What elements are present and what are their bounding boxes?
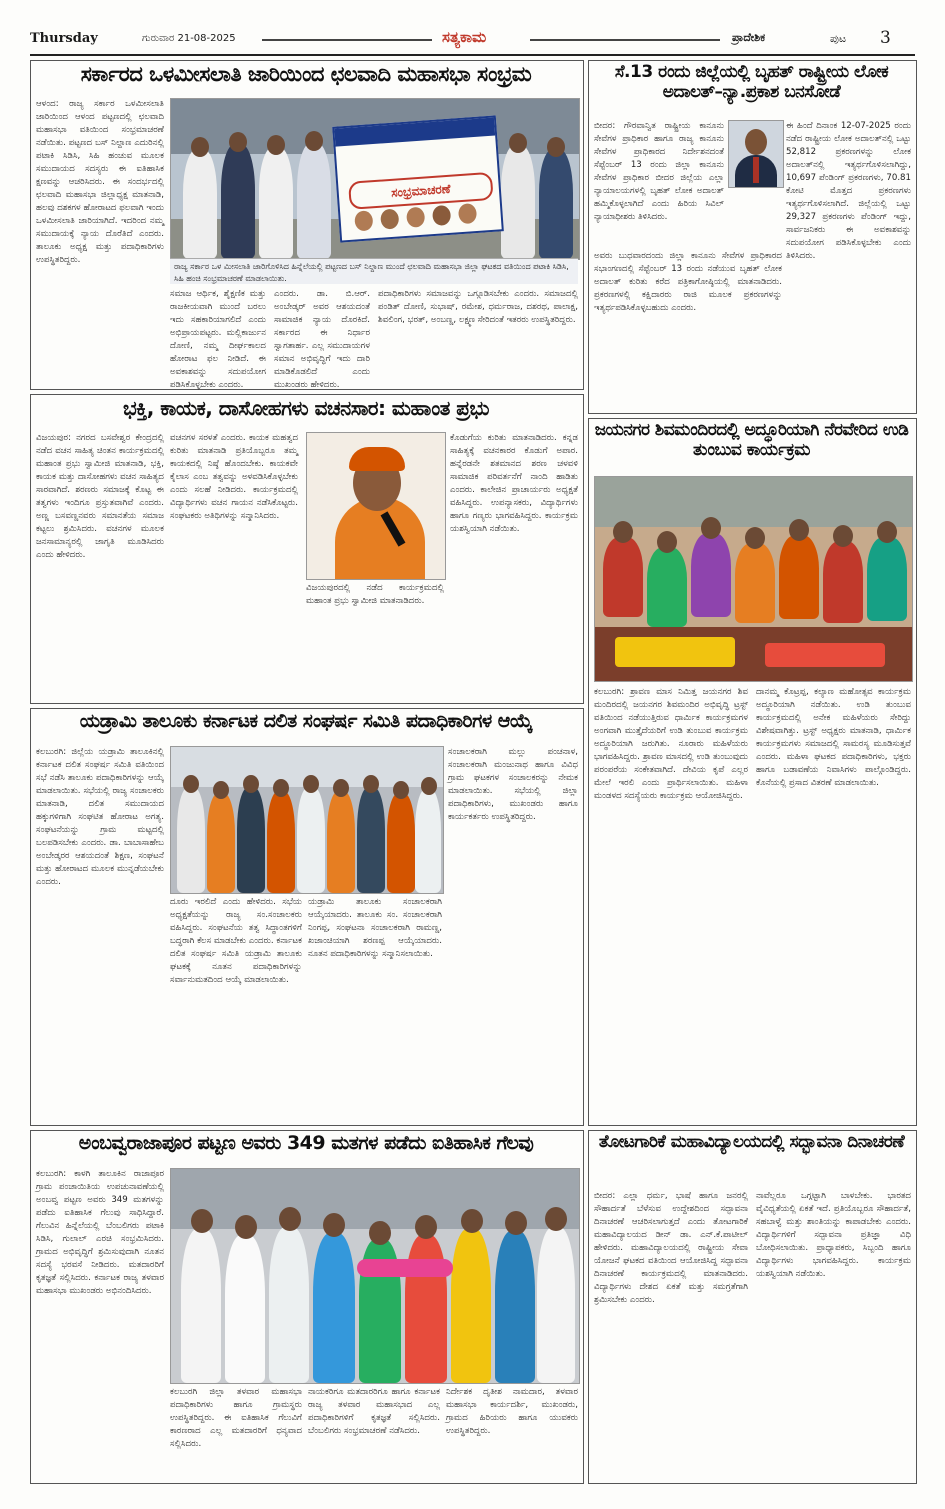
article-6-column-1: ಕಲಬುರಗಿ: ಕಾಳಗಿ ತಾಲೂಕಿನ ರಾಜಾಪೂರ ಗ್ರಾಮ ಪಂಚಾಯಿತಿಯ ಉಪಚುನಾವಣೆಯಲ್ಲಿ ಅಂಬವ್ವ ಪಟ್ಟಣ ಅವರು 349 ಮತಗಳನ್ನು ಪಡೆದು ಐತಿಹಾಸಿಕ ಗೆಲುವು ಸಾಧಿಸಿದ್ದಾರೆ. ಗೆಲುವಿನ ಹಿನ್ನೆಲೆಯಲ್ಲಿ ಬೆಂಬಲಿಗರು ಪಟಾಕಿ ಸಿಡಿಸಿ, ಗುಲಾಲ್ ಎರಚಿ ಸಂಭ್ರಮಿಸಿದರು. ಗ್ರಾಮದ ಅಭಿವೃದ್ಧಿಗೆ ಶ್ರಮಿಸುವುದಾಗಿ ನೂತನ ಸದಸ್ಯೆ ಭರವಸೆ ನೀಡಿದರು. ಮತದಾರರಿಗೆ ಕೃತಜ್ಞತೆ ಸಲ್ಲಿಸಿದರು. ಕರ್ನಾಟಕ ರಾಜ್ಯ ತಳವಾರ ಮಹಾಸಭಾ ಮುಖಂಡರು ಅಭಿನಂದಿಸಿದರು. xyxy=(36,1169,164,1296)
article-1-column-3: ಎಂದರು. ಡಾ. ಬಿ.ಆರ್. ಅಂಬೇಡ್ಕರ್ ಅವರ ಆಶಯದಂತೆ ಸಾಮಾಜಿಕ ನ್ಯಾಯ ದೊರಕಿದೆ. ಸರ್ಕಾರದ ಈ ನಿರ್ಧಾರ ಸ್ವಾಗತಾರ್ಹ. ಎಲ್ಲ ಸಮುದಾಯಗಳ ಸಮಾನ ಅಭಿವೃದ್ಧಿಗೆ ಇದು ದಾರಿ ಮಾಡಿಕೊಡಲಿದೆ ಎಂದು ಮುಖಂಡರು ಹೇಳಿದರು. xyxy=(274,289,370,390)
page-number: 3 xyxy=(880,28,891,48)
article-2-column-2: ಈ ಹಿಂದೆ ದಿನಾಂಕ 12-07-2025 ರಂದು ನಡೆದ ರಾಷ್ಟ್ರೀಯ ಲೋಕ ಅದಾಲತ್‌ನಲ್ಲಿ ಒಟ್ಟು 52,812 ಪ್ರಕರಣಗಳನ್ನು ಲೋಕ ಅದಾಲತ್‌ನಲ್ಲಿ ಇತ್ಯರ್ಥಗೊಳಿಸಲಾಗಿದ್ದು, 10,697 ಪೆಂಡಿಂಗ್ ಪ್ರಕರಣಗಳು, 70.81 ಕೋಟಿ ಮೊತ್ತದ ಪ್ರಕರಣಗಳು ಇತ್ಯರ್ಥಗೊಳಿಸಲಾಗಿದೆ. ಜಿಲ್ಲೆಯಲ್ಲಿ ಒಟ್ಟು 29,327 ಪ್ರಕರಣಗಳು ಪೆಂಡಿಂಗ್ ಇದ್ದು, ಸಾರ್ವಜನಿಕರು ಈ ಅವಕಾಶವನ್ನು ಸದುಪಯೋಗ ಪಡಿಸಿಕೊಳ್ಳಬೇಕು ಎಂದು ತಿಳಿಸಿದರು. xyxy=(786,121,911,261)
judge-portrait xyxy=(728,120,784,188)
article-4-headline: ಜಯನಗರ ಶಿವಮಂದಿರದಲ್ಲಿ ಅದ್ಧೂರಿಯಾಗಿ ನೆರವೇರಿದ ಉಡಿ ತುಂಬುವ ಕಾರ್ಯಕ್ರಮ xyxy=(594,420,909,461)
masthead-date: ಗುರುವಾರ 21-08-2025 xyxy=(142,33,236,44)
article-2-headline: ಸೆ.13 ರಂದು ಜಿಲ್ಲೆಯಲ್ಲಿ ಬೃಹತ್ ರಾಷ್ಟ್ರೀಯ ಲೋಕ ಅದಾಲತ್–ನ್ಯಾ.ಪ್ರಕಾಶ ಬನಸೋಡೆ xyxy=(614,62,889,103)
newspaper-brand: ಸತ್ಯಕಾಮ xyxy=(442,28,487,46)
article-6-column-3: ನಾಯಕರಿಗೂ ಮತದಾರರಿಗೂ ಹಾಗೂ ಕರ್ನಾಟಕ ರಾಜ್ಯ ತಳವಾರ ಮಹಾಸಭಾದ ಎಲ್ಲ ಪದಾಧಿಕಾರಿಗಳಿಗೆ ಕೃತಜ್ಞತೆ ಸಲ್ಲಿಸಿದರು. ಬೆಂಬಲಿಗರು ಸಂಭ್ರಮಾಚರಣೆ ನಡೆಸಿದರು. xyxy=(308,1387,440,1436)
article-4-column-2: ದಾನಮ್ಮ ಕೊಟ್ರಪ್ಪ, ಕಲ್ಯಾಣ ಮಹೋತ್ಸವ ಕಾರ್ಯಕ್ರಮ ಅದ್ಧೂರಿಯಾಗಿ ನಡೆಯಿತು. ಉಡಿ ತುಂಬುವ ಕಾರ್ಯಕ್ರಮದಲ್ಲಿ ಅನೇಕ ಮಹಿಳೆಯರು ಸೇರಿದ್ದು ವಿಶೇಷವಾಗಿತ್ತು. ಟ್ರಸ್ಟ್ ಅಧ್ಯಕ್ಷರು ಮಾತನಾಡಿ, ಧಾರ್ಮಿಕ ಕಾರ್ಯಕ್ರಮಗಳು ಸಮಾಜದಲ್ಲಿ ಸಾಮರಸ್ಯ ಮೂಡಿಸುತ್ತವೆ ಎಂದರು. ಮಹಿಳಾ ಘಟಕದ ಪದಾಧಿಕಾರಿಗಳು, ಭಕ್ತರು ಹಾಗೂ ಬಡಾವಣೆಯ ನಿವಾಸಿಗಳು ಪಾಲ್ಗೊಂಡಿದ್ದರು. ಕೊನೆಯಲ್ಲಿ ಪ್ರಸಾದ ವಿತರಣೆ ಮಾಡಲಾಯಿತು. xyxy=(756,687,911,788)
article-5-photo xyxy=(170,746,444,894)
article-2-column-3: ಅವರು ಬುಧವಾರದಂದು ಜಿಲ್ಲಾ ಕಾನೂನು ಸೇವೆಗಳ ಪ್ರಾಧಿಕಾರದ ಸಭಾಂಗಣದಲ್ಲಿ ಸೆಪ್ಟೆಂಬರ್ 13 ರಂದು ನಡೆಯುವ ಬೃಹತ್ ಲೋಕ ಅದಾಲತ್ ಕುರಿತು ಕರೆದ ಪತ್ರಿಕಾಗೋಷ್ಠಿಯಲ್ಲಿ ಮಾತನಾಡಿದರು. ಪ್ರಕರಣಗಳಲ್ಲಿ ಕಕ್ಷಿದಾರರು ರಾಜಿ ಮೂಲಕ ಪ್ರಕರಣಗಳನ್ನು ಇತ್ಯರ್ಥಪಡಿಸಿಕೊಳ್ಳಬಹುದು ಎಂದರು. xyxy=(594,251,782,313)
article-5-column-4: ಸಂಚಾಲಕರಾಗಿ ಮಲ್ಲು ಪಂಚನಾಳ, ಸಂಚಾಲಕರಾಗಿ ಮಂಜುನಾಥ ಹಾಗೂ ವಿವಿಧ ಗ್ರಾಮ ಘಟಕಗಳ ಸಂಚಾಲಕರನ್ನು ನೇಮಕ ಮಾಡಲಾಯಿತು. ಸಭೆಯಲ್ಲಿ ಜಿಲ್ಲಾ ಪದಾಧಿಕಾರಿಗಳು, ಮುಖಂಡರು ಹಾಗೂ ಕಾರ್ಯಕರ್ತರು ಉಪಸ್ಥಿತರಿದ್ದರು. xyxy=(448,747,578,822)
article-5-column-3: ಯಡ್ರಾಮಿ ತಾಲೂಕು ಸಂಚಾಲಕರಾಗಿ ಆಯ್ಕೆಯಾದರು. ತಾಲೂಕು ಸಂ. ಸಂಚಾಲಕರಾಗಿ ನಿಂಗಪ್ಪ, ಸಂಘಟನಾ ಸಂಚಾಲಕರಾಗಿ ರಾಮಣ್ಣ, ಖಜಾಂಚಿಯಾಗಿ ಶರಣಪ್ಪ ಆಯ್ಕೆಯಾದರು. ನೂತನ ಪದಾಧಿಕಾರಿಗಳನ್ನು ಸನ್ಮಾನಿಸಲಾಯಿತು. xyxy=(308,897,442,959)
article-3-caption: ವಿಜಯಪುರದಲ್ಲಿ ನಡೆದ ಕಾರ್ಯಕ್ರಮದಲ್ಲಿ ಮಹಾಂತ ಪ್ರಭು ಸ್ವಾಮೀಜಿ ಮಾತನಾಡಿದರು. xyxy=(306,583,444,606)
speaker-photo xyxy=(306,432,446,580)
page-label: ಪುಟ xyxy=(830,32,847,45)
article-7-headline: ತೋಟಗಾರಿಕೆ ಮಹಾವಿದ್ಯಾಲಯದಲ್ಲಿ ಸದ್ಭಾವನಾ ದಿನಾಚರಣೆ xyxy=(598,1132,905,1152)
article-1-column-1: ಆಳಂದ: ರಾಜ್ಯ ಸರ್ಕಾರ ಒಳಮೀಸಲಾತಿ ಜಾರಿಯಿಂದ ಆಳಂದ ಪಟ್ಟಣದಲ್ಲಿ ಛಲವಾದಿ ಮಹಾಸಭಾ ವತಿಯಿಂದ ಸಂಭ್ರಮಾಚರಣೆ ನಡೆಯಿತು. ಪಟ್ಟಣದ ಬಸ್ ನಿಲ್ದಾಣ ಎದುರಿನಲ್ಲಿ ಪಟಾಕಿ ಸಿಡಿಸಿ, ಸಿಹಿ ಹಂಚುವ ಮೂಲಕ ಸಮುದಾಯದ ಸದಸ್ಯರು ಈ ಐತಿಹಾಸಿಕ ಕ್ಷಣವನ್ನು ಆಚರಿಸಿದರು. ಈ ಸಂದರ್ಭದಲ್ಲಿ ಛಲವಾದಿ ಮಹಾಸಭಾ ಜಿಲ್ಲಾಧ್ಯಕ್ಷ ಮಾತನಾಡಿ, ಹಲವು ದಶಕಗಳ ಹೋರಾಟದ ಫಲವಾಗಿ ಇಂದು ಒಳಮೀಸಲಾತಿ ಜಾರಿಯಾಗಿದೆ. ಇದರಿಂದ ನಮ್ಮ ಸಮುದಾಯಕ್ಕೆ ನ್ಯಾಯ ದೊರೆತಿದೆ ಎಂದರು. ತಾಲೂಕು ಅಧ್ಯಕ್ಷ ಮತ್ತು ಪದಾಧಿಕಾರಿಗಳು ಉಪಸ್ಥಿತರಿದ್ದರು. xyxy=(36,99,164,265)
article-5-column-2: ದೂರು ಇರಲಿದೆ ಎಂದು ಹೇಳಿದರು. ಸಭೆಯ ಅಧ್ಯಕ್ಷತೆಯನ್ನು ರಾಜ್ಯ ಸಂ.ಸಂಚಾಲಕರು ವಹಿಸಿದ್ದರು. ಸಂಘಟನೆಯ ತತ್ವ ಸಿದ್ಧಾಂತಗಳಿಗೆ ಬದ್ಧರಾಗಿ ಕೆಲಸ ಮಾಡಬೇಕು ಎಂದರು. ಕರ್ನಾಟಕ ದಲಿತ ಸಂಘರ್ಷ ಸಮಿತಿ ಯಡ್ರಾಮಿ ತಾಲೂಕು ಘಟಕಕ್ಕೆ ನೂತನ ಪದಾಧಿಕಾರಿಗಳನ್ನು ಸರ್ವಾನುಮತದಿಂದ ಆಯ್ಕೆ ಮಾಡಲಾಯಿತು. xyxy=(170,897,302,985)
article-1-column-2: ಸಮಾಜ ಆರ್ಥಿಕ, ಶೈಕ್ಷಣಿಕ ಮತ್ತು ರಾಜಕೀಯವಾಗಿ ಮುಂದೆ ಬರಲು ಇದು ಸಹಕಾರಿಯಾಗಲಿದೆ ಎಂದು ಅಭಿಪ್ರಾಯಪಟ್ಟರು. ಮಲ್ಲಿಕಾರ್ಜುನ ದೋಣಿ, ನಮ್ಮ ದೀರ್ಘಕಾಲದ ಹೋರಾಟ ಫಲ ನೀಡಿದೆ. ಈ ಅವಕಾಶವನ್ನು ಸದುಪಯೋಗ ಪಡಿಸಿಕೊಳ್ಳಬೇಕು ಎಂದರು. xyxy=(170,289,266,390)
article-7-column-2: ನಾವೆಲ್ಲರೂ ಒಗ್ಗಟ್ಟಾಗಿ ಬಾಳಬೇಕು. ಭಾರತದ ವೈವಿಧ್ಯತೆಯಲ್ಲಿ ಏಕತೆ ಇದೆ. ಪ್ರತಿಯೊಬ್ಬರೂ ಸೌಹಾರ್ದತೆ, ಸಹಬಾಳ್ವೆ ಮತ್ತು ಶಾಂತಿಯನ್ನು ಕಾಪಾಡಬೇಕು ಎಂದರು. ವಿದ್ಯಾರ್ಥಿಗಳಿಗೆ ಸದ್ಭಾವನಾ ಪ್ರತಿಜ್ಞಾ ವಿಧಿ ಬೋಧಿಸಲಾಯಿತು. ಪ್ರಾಧ್ಯಾಪಕರು, ಸಿಬ್ಬಂದಿ ಹಾಗೂ ವಿದ್ಯಾರ್ಥಿಗಳು ಭಾಗವಹಿಸಿದ್ದರು. ಕಾರ್ಯಕ್ರಮ ಯಶಸ್ವಿಯಾಗಿ ನಡೆಯಿತು. xyxy=(756,1191,911,1279)
celebration-banner xyxy=(332,115,504,242)
article-3-headline: ಭಕ್ತಿ, ಕಾಯಕ, ದಾಸೋಹಗಳು ವಚನಸಾರ: ಮಹಾಂತ ಪ್ರಭು xyxy=(122,396,490,420)
article-6-column-2: ಕಲಬುರಗಿ ಜಿಲ್ಲಾ ತಳವಾರ ಮಹಾಸಭಾ ಪದಾಧಿಕಾರಿಗಳು ಹಾಗೂ ಗ್ರಾಮಸ್ಥರು ಉಪಸ್ಥಿತರಿದ್ದರು. ಈ ಐತಿಹಾಸಿಕ ಗೆಲುವಿಗೆ ಕಾರಣರಾದ ಎಲ್ಲ ಮತದಾರರಿಗೆ ಧನ್ಯವಾದ ಸಲ್ಲಿಸಿದರು. xyxy=(170,1387,302,1449)
article-5-headline: ಯಡ್ರಾಮಿ ತಾಲೂಕು ಕರ್ನಾಟಕ ದಲಿತ ಸಂಘರ್ಷ ಸಮಿತಿ ಪದಾಧಿಕಾರಿಗಳ ಆಯ್ಕೆ xyxy=(79,710,533,732)
article-6-headline: ಅಂಬವ್ವರಾಜಾಪೂರ ಪಟ್ಟಣ ಅವರು 349 ಮತಗಳ ಪಡೆದು ಐತಿಹಾಸಿಕ ಗೆಲವು xyxy=(78,1132,534,1154)
masthead-rule-left xyxy=(262,39,432,41)
masthead-rule-right xyxy=(530,39,720,41)
article-1-column-4: ಪದಾಧಿಕಾರಿಗಳು ಸಮಾಜವನ್ನು ಒಗ್ಗೂಡಿಸಬೇಕು ಎಂದರು. ಸಮಾಜದಲ್ಲಿ ಪಂಡಿತ್ ದೋಣಿ, ಸುಭಾಷ್, ರಮೇಶ, ಧರ್ಮರಾಜ, ದಶರಥ, ಪಾಲಾಕ್ಷ, ಶಿವಲಿಂಗ, ಭರತ್, ಅಂಬಣ್ಣ, ಲಕ್ಷ್ಮಣ ಸೇರಿದಂತೆ ಇತರರು ಉಪಸ್ಥಿತರಿದ್ದರು. xyxy=(378,289,578,325)
section-name: ಪ್ರಾದೇಶಿಕ xyxy=(732,31,766,44)
masthead xyxy=(30,28,915,56)
masthead-day: Thursday xyxy=(30,31,98,46)
article-5-column-1: ಕಲಬುರಗಿ: ಜಿಲ್ಲೆಯ ಯಡ್ರಾಮಿ ತಾಲೂಕಿನಲ್ಲಿ ಕರ್ನಾಟಕ ದಲಿತ ಸಂಘರ್ಷ ಸಮಿತಿ ವತಿಯಿಂದ ಸಭೆ ನಡೆಸಿ ತಾಲೂಕು ಪದಾಧಿಕಾರಿಗಳನ್ನು ಆಯ್ಕೆ ಮಾಡಲಾಯಿತು. ಸಭೆಯಲ್ಲಿ ರಾಜ್ಯ ಸಂಚಾಲಕರು ಮಾತನಾಡಿ, ದಲಿತ ಸಮುದಾಯದ ಹಕ್ಕುಗಳಿಗಾಗಿ ಸಂಘಟಿತ ಹೋರಾಟ ಅಗತ್ಯ. ಸಂಘಟನೆಯನ್ನು ಗ್ರಾಮ ಮಟ್ಟದಲ್ಲಿ ಬಲಪಡಿಸಬೇಕು ಎಂದರು. ಡಾ. ಬಾಬಾಸಾಹೇಬ ಅಂಬೇಡ್ಕರರ ಆಶಯದಂತೆ ಶಿಕ್ಷಣ, ಸಂಘಟನೆ ಮತ್ತು ಹೋರಾಟದ ಮೂಲಕ ಮುನ್ನಡೆಯಬೇಕು ಎಂದರು. xyxy=(36,747,164,887)
article-3-column-1: ವಿಜಯಪುರ: ನಗರದ ಬಸವೇಶ್ವರ ಕೇಂದ್ರದಲ್ಲಿ ನಡೆದ ವಚನ ಸಾಹಿತ್ಯ ಚಿಂತನ ಕಾರ್ಯಕ್ರಮದಲ್ಲಿ ಮಹಾಂತ ಪ್ರಭು ಸ್ವಾಮೀಜಿ ಮಾತನಾಡಿ, ಭಕ್ತಿ, ಕಾಯಕ ಮತ್ತು ದಾಸೋಹಗಳು ವಚನ ಸಾಹಿತ್ಯದ ಸಾರವಾಗಿದೆ. ಶರಣರು ಸಮಾಜಕ್ಕೆ ಕೊಟ್ಟ ಈ ತತ್ವಗಳು ಇಂದಿಗೂ ಪ್ರಸ್ತುತವಾಗಿವೆ ಎಂದರು. ಅಣ್ಣ ಬಸವಣ್ಣನವರು ಸಮಾನತೆಯ ಸಮಾಜ ಕಟ್ಟಲು ಶ್ರಮಿಸಿದರು. ವಚನಗಳ ಮೂಲಕ ಜನಸಾಮಾನ್ಯರಲ್ಲಿ ಜಾಗೃತಿ ಮೂಡಿಸಿದರು ಎಂದು ಹೇಳಿದರು. xyxy=(36,433,164,560)
article-4-photo xyxy=(594,476,913,682)
article-2-column-1: ಬೀದರ: ಗೌರವಾನ್ವಿತ ರಾಷ್ಟ್ರೀಯ ಕಾನೂನು ಸೇವೆಗಳ ಪ್ರಾಧಿಕಾರ ಹಾಗೂ ರಾಜ್ಯ ಕಾನೂನು ಸೇವೆಗಳ ಪ್ರಾಧಿಕಾರದ ನಿರ್ದೇಶನದಂತೆ ಸೆಪ್ಟೆಂಬರ್ 13 ರಂದು ಜಿಲ್ಲಾ ಕಾನೂನು ಸೇವೆಗಳ ಪ್ರಾಧಿಕಾರ ಬೀದರ ಜಿಲ್ಲೆಯ ಎಲ್ಲಾ ನ್ಯಾಯಾಲಯಗಳಲ್ಲಿ ಬೃಹತ್ ಲೋಕ ಅದಾಲತ್ ಹಮ್ಮಿಕೊಳ್ಳಲಾಗಿದೆ ಎಂದು ಹಿರಿಯ ಸಿವಿಲ್ ನ್ಯಾಯಾಧೀಶರು ತಿಳಿಸಿದರು. xyxy=(594,121,724,222)
article-7-column-1: ಬೀದರ: ಎಲ್ಲಾ ಧರ್ಮ, ಭಾಷೆ ಹಾಗೂ ಜನರಲ್ಲಿ ಸೌಹಾರ್ದತೆ ಬೆಳೆಸುವ ಉದ್ದೇಶದಿಂದ ಸದ್ಭಾವನಾ ದಿನಾಚರಣೆ ಆಚರಿಸಲಾಗುತ್ತದೆ ಎಂದು ತೋಟಗಾರಿಕೆ ಮಹಾವಿದ್ಯಾಲಯದ ಡೀನ್ ಡಾ. ಎನ್.ಕೆ.ಪಾಟೀಲ್ ಹೇಳಿದರು. ಮಹಾವಿದ್ಯಾಲಯದಲ್ಲಿ ರಾಷ್ಟ್ರೀಯ ಸೇವಾ ಯೋಜನೆ ಘಟಕದ ವತಿಯಿಂದ ಆಯೋಜಿಸಿದ್ದ ಸದ್ಭಾವನಾ ದಿನಾಚರಣೆ ಕಾರ್ಯಕ್ರಮದಲ್ಲಿ ಮಾತನಾಡಿದರು. ವಿದ್ಯಾರ್ಥಿಗಳು ದೇಶದ ಏಕತೆ ಮತ್ತು ಸಮಗ್ರತೆಗಾಗಿ ಶ್ರಮಿಸಬೇಕು ಎಂದರು. xyxy=(594,1191,748,1305)
banner-title: ಸಂಭ್ರಮಾಚರಣೆ xyxy=(348,172,494,210)
article-1-headline: ಸರ್ಕಾರದ ಒಳಮೀಸಲಾತಿ ಜಾರಿಯಿಂದ ಛಲವಾದಿ ಮಹಾಸಭಾ ಸಂಭ್ರಮ xyxy=(80,62,532,86)
article-3-column-3: ಕೊಡುಗೆಯ ಕುರಿತು ಮಾತನಾಡಿದರು. ಕನ್ನಡ ಸಾಹಿತ್ಯಕ್ಕೆ ವಚನಕಾರರ ಕೊಡುಗೆ ಅಪಾರ. ಹನ್ನೆರಡನೇ ಶತಮಾನದ ಶರಣ ಚಳವಳಿ ಸಾಮಾಜಿಕ ಪರಿವರ್ತನೆಗೆ ನಾಂದಿ ಹಾಡಿತು ಎಂದರು. ಕಾಲೇಜಿನ ಪ್ರಾಚಾರ್ಯರು ಅಧ್ಯಕ್ಷತೆ ವಹಿಸಿದ್ದರು. ಉಪನ್ಯಾಸಕರು, ವಿದ್ಯಾರ್ಥಿಗಳು ಹಾಗೂ ಗಣ್ಯರು ಭಾಗವಹಿಸಿದ್ದರು. ಕಾರ್ಯಕ್ರಮ ಯಶಸ್ವಿಯಾಗಿ ನಡೆಯಿತು. xyxy=(450,433,578,534)
article-4-column-1: ಕಲಬುರಗಿ: ಶ್ರಾವಣ ಮಾಸ ನಿಮಿತ್ತ ಜಯನಗರ ಶಿವ ಮಂದಿರದಲ್ಲಿ ಜಯನಗರ ಶಿವಮಂದಿರ ಅಭಿವೃದ್ಧಿ ಟ್ರಸ್ಟ್ ವತಿಯಿಂದ ನಡೆಯುತ್ತಿರುವ ಧಾರ್ಮಿಕ ಕಾರ್ಯಕ್ರಮಗಳ ಅಂಗವಾಗಿ ಮುತ್ತೈದೆಯರಿಗೆ ಉಡಿ ತುಂಬುವ ಕಾರ್ಯಕ್ರಮ ಅದ್ಧೂರಿಯಾಗಿ ಜರುಗಿತು. ನೂರಾರು ಮಹಿಳೆಯರು ಭಾಗವಹಿಸಿದ್ದರು. ಶ್ರಾವಣ ಮಾಸದಲ್ಲಿ ಉಡಿ ತುಂಬುವುದು ಪರಂಪರೆಯ ಸಂಕೇತವಾಗಿದೆ. ದೇವಿಯ ಕೃಪೆ ಎಲ್ಲರ ಮೇಲೆ ಇರಲಿ ಎಂದು ಪ್ರಾರ್ಥಿಸಲಾಯಿತು. ಮಹಿಳಾ ಮಂಡಳದ ಸದಸ್ಯೆಯರು ಕಾರ್ಯಕ್ರಮ ಆಯೋಜಿಸಿದ್ದರು. xyxy=(594,687,748,801)
article-1-photo xyxy=(170,98,580,260)
article-6-photo xyxy=(170,1168,580,1384)
article-3-column-2: ವಚನಗಳ ಸರಳತೆ ಎಂದರು. ಕಾಯಕ ಮಹತ್ವದ ಕುರಿತು ಮಾತನಾಡಿ ಪ್ರತಿಯೊಬ್ಬರೂ ತಮ್ಮ ಕಾಯಕದಲ್ಲಿ ನಿಷ್ಠೆ ಹೊಂದಬೇಕು. ಕಾಯಕವೇ ಕೈಲಾಸ ಎಂಬ ತತ್ವವನ್ನು ಅಳವಡಿಸಿಕೊಳ್ಳಬೇಕು ಎಂದು ಸಲಹೆ ನೀಡಿದರು. ಕಾರ್ಯಕ್ರಮದಲ್ಲಿ ವಿದ್ಯಾರ್ಥಿಗಳು ವಚನ ಗಾಯನ ನಡೆಸಿಕೊಟ್ಟರು. ಸಂಘಟಕರು ಅತಿಥಿಗಳನ್ನು ಸನ್ಮಾನಿಸಿದರು. xyxy=(170,433,298,521)
article-1-caption: ರಾಜ್ಯ ಸರ್ಕಾರ ಒಳ ಮೀಸಲಾತಿ ಜಾರಿಗೊಳಿಸಿದ ಹಿನ್ನೆಲೆಯಲ್ಲಿ ಪಟ್ಟಣದ ಬಸ್ ನಿಲ್ದಾಣ ಮುಂದೆ ಛಲವಾದಿ ಮಹಾಸಭಾ ಜಿಲ್ಲಾ ಘಟಕದ ವತಿಯಿಂದ ಪಟಾಕಿ ಸಿಡಿಸಿ, ಸಿಹಿ ಹಂಚಿ ಸಂಭ್ರಮಾಚರಣೆ ಮಾಡಲಾಯಿತು. xyxy=(170,258,578,284)
article-6-column-4: ನಿರ್ದೇಶಕ ದೃತೀಶ ನಾಮದಾರ, ತಳವಾರ ಮಹಾಸಭಾ ಕಾರ್ಯದರ್ಶಿ, ಮುಖಂಡರು, ಗ್ರಾಮದ ಹಿರಿಯರು ಹಾಗೂ ಯುವಕರು ಉಪಸ್ಥಿತರಿದ್ದರು. xyxy=(446,1387,578,1436)
